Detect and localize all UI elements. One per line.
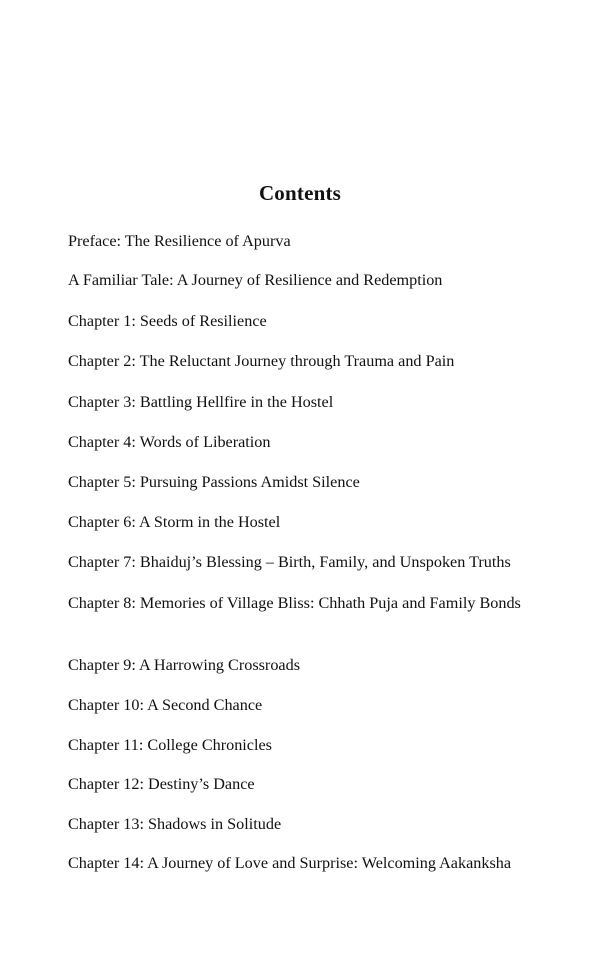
toc-entry-chapter-13: Chapter 13: Shadows in Solitude [68,815,282,833]
toc-entry-preface: Preface: The Resilience of Apurva [68,232,291,250]
page-title: Contents [258,181,342,205]
toc-entry-familiar-tale: A Familiar Tale: A Journey of Resilience and Redemption [68,271,443,289]
toc-entry-chapter-6: Chapter 6: A Storm in the Hostel [68,513,281,531]
toc-entry-chapter-5: Chapter 5: Pursuing Passions Amidst Silence [68,473,360,491]
toc-entry-chapter-12: Chapter 12: Destiny’s Dance [68,775,255,793]
toc-entry-chapter-2: Chapter 2: The Reluctant Journey through Trauma and Pain [68,352,455,370]
toc-entry-chapter-9: Chapter 9: A Harrowing Crossroads [68,656,300,674]
toc-entry-chapter-1: Chapter 1: Seeds of Resilience [68,312,267,330]
toc-entry-chapter-11: Chapter 11: College Chronicles [68,736,272,754]
toc-entry-chapter-7: Chapter 7: Bhaiduj’s Blessing – Birth, Family, and Unspoken Truths [68,553,511,571]
toc-entry-chapter-3: Chapter 3: Battling Hellfire in the Hostel [68,393,334,411]
toc-entry-chapter-14: Chapter 14: A Journey of Love and Surprise: Welcoming Aakanksha [68,854,512,872]
toc-entry-chapter-4: Chapter 4: Words of Liberation [68,433,271,451]
toc-entry-chapter-10: Chapter 10: A Second Chance [68,696,263,714]
toc-entry-chapter-8: Chapter 8: Memories of Village Bliss: Chhath Puja and Family Bonds [68,594,521,612]
